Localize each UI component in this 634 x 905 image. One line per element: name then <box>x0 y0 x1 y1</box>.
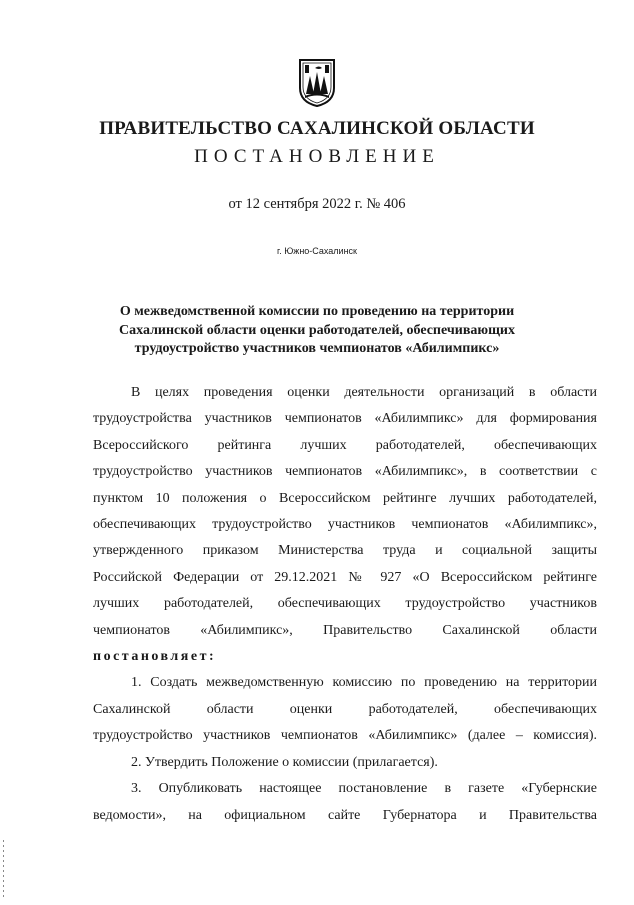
body-line: трудоустройство участников чемпионатов «Абилимпикс», в соответствии с <box>93 464 597 480</box>
document-city: г. Южно-Сахалинск <box>277 246 357 256</box>
document-type: ПОСТАНОВЛЕНИЕ <box>194 146 440 167</box>
body-line: 2. Утвердить Положение о комиссии (прилагается). <box>131 754 438 770</box>
body-line: 3. Опубликовать настоящее постановление в газете «Губернские <box>131 781 597 797</box>
document-date-number: от 12 сентября 2022 г. № 406 <box>228 196 406 212</box>
coat-of-arms-icon <box>298 58 336 108</box>
document-title <box>95 303 539 359</box>
body-line: Всероссийского рейтинга лучших работодателей, обеспечивающих <box>93 437 597 453</box>
body-line: трудоустройство участников чемпионатов «Абилимпикс» (далее – комиссия). <box>93 728 597 744</box>
body-line: обеспечивающих трудоустройство участников чемпионатов «Абилимпикс», <box>93 517 597 533</box>
body-line: Сахалинской области оценки работодателей, обеспечивающих <box>93 701 597 717</box>
document-title-line: трудоустройство участников чемпионатов «Абилимпикс» <box>134 341 500 356</box>
body-line: 1. Создать межведомственную комиссию по проведению на территории <box>131 675 597 691</box>
body-line: трудоустройства участников чемпионатов «Абилимпикс» для формирования <box>93 411 597 427</box>
document-body <box>93 380 597 829</box>
document-title-line: О межведомственной комиссии по проведению на территории <box>119 304 515 319</box>
body-line: лучших работодателей, обеспечивающих трудоустройство участников <box>93 596 597 612</box>
scan-margin-mark <box>3 840 4 900</box>
body-line: пунктом 10 положения о Всероссийском рейтинге лучших работодателей, <box>93 490 597 506</box>
document-title-line: Сахалинской области оценки работодателей, обеспечивающих <box>119 322 515 338</box>
resolves-keyword: постановляет: <box>93 649 217 665</box>
body-line: утвержденного приказом Министерства труда и социальной защиты <box>93 543 597 559</box>
body-line: ведомости», на официальном сайте Губернатора и Правительства <box>93 807 597 823</box>
body-line: В целях проведения оценки деятельности организаций в области <box>131 385 597 400</box>
body-line: Российской Федерации от 29.12.2021 № 927 «О Всероссийском рейтинге <box>93 569 597 585</box>
organization-title: ПРАВИТЕЛЬСТВО САХАЛИНСКОЙ ОБЛАСТИ <box>99 118 535 139</box>
body-line: чемпионатов «Абилимпикс», Правительство Сахалинской области <box>93 622 597 638</box>
